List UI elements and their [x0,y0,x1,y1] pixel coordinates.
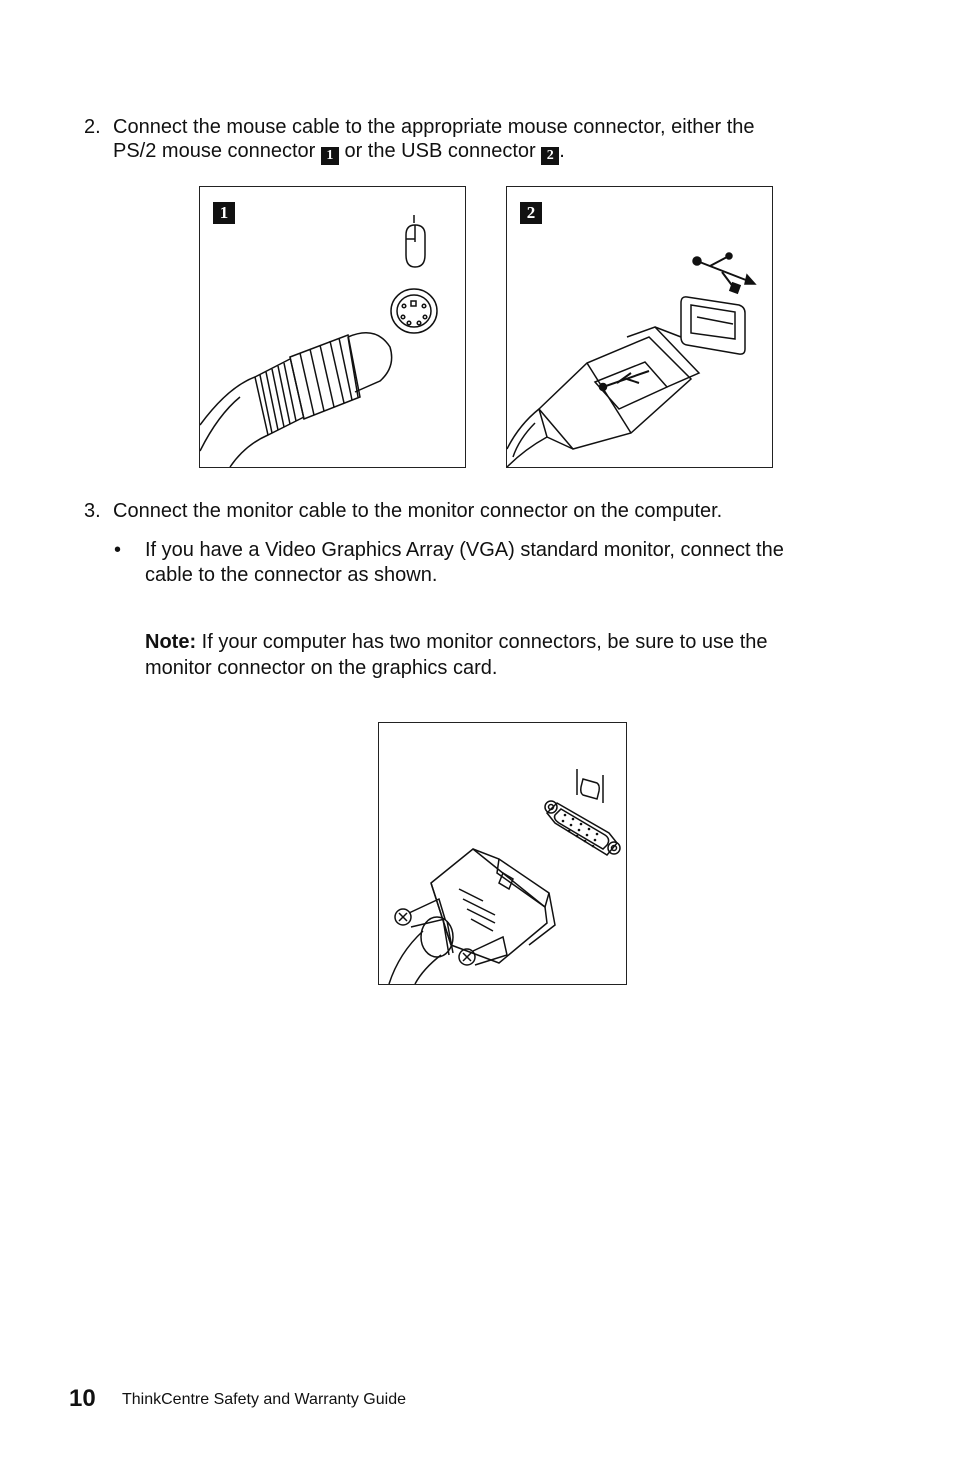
ps2-plug-illustration [200,333,392,467]
bullet-line1: If you have a Video Graphics Array (VGA) standard monitor, connect the [145,539,784,561]
step-text-line2b: or the USB connector [344,140,536,162]
usb-illustration [507,187,772,467]
note [145,629,885,683]
bullet-line2: cable to the connector as shown. [145,564,438,586]
step-text-line2a: PS/2 mouse connector [113,140,316,162]
mouse-icon [406,215,425,267]
page-number: 10 [69,1385,96,1412]
bullet-text [145,538,784,588]
ps2-port-icon [391,289,437,333]
ps2-illustration [200,187,465,467]
callout-1: 1 [321,147,339,165]
step-text: Connect the monitor cable to the monitor connector on the computer. [113,500,723,522]
vga-illustration [379,723,626,984]
callout-2: 2 [541,147,559,165]
vga-connector-figure [378,722,627,985]
note-line2: monitor connector on the graphics card. [145,657,498,679]
footer-title: ThinkCentre Safety and Warranty Guide [122,1391,406,1408]
vga-port-icon [545,801,620,855]
step-number: 3. [84,500,101,522]
step-number: 2. [84,116,101,138]
usb-connector-figure [506,186,773,468]
bullet-item [114,538,874,590]
step-3 [84,499,864,525]
step-text-line1: Connect the mouse cable to the appropriate mouse connector, either the [113,116,755,138]
figure-callout-2: 2 [520,202,542,224]
usb-icon [693,253,755,293]
note-line1: If your computer has two monitor connectors, be sure to use the [201,631,768,653]
step-text [113,115,755,165]
usb-port-icon [681,297,745,354]
bullet-mark: • [114,539,122,561]
vga-plug-illustration [389,849,555,984]
ps2-connector-figure [199,186,466,468]
note-label: Note: [145,631,197,653]
usb-plug-illustration [507,327,699,467]
monitor-icon [577,769,603,803]
step-2 [84,115,864,165]
step-text-line2c: . [559,140,565,162]
figure-callout-1: 1 [213,202,235,224]
